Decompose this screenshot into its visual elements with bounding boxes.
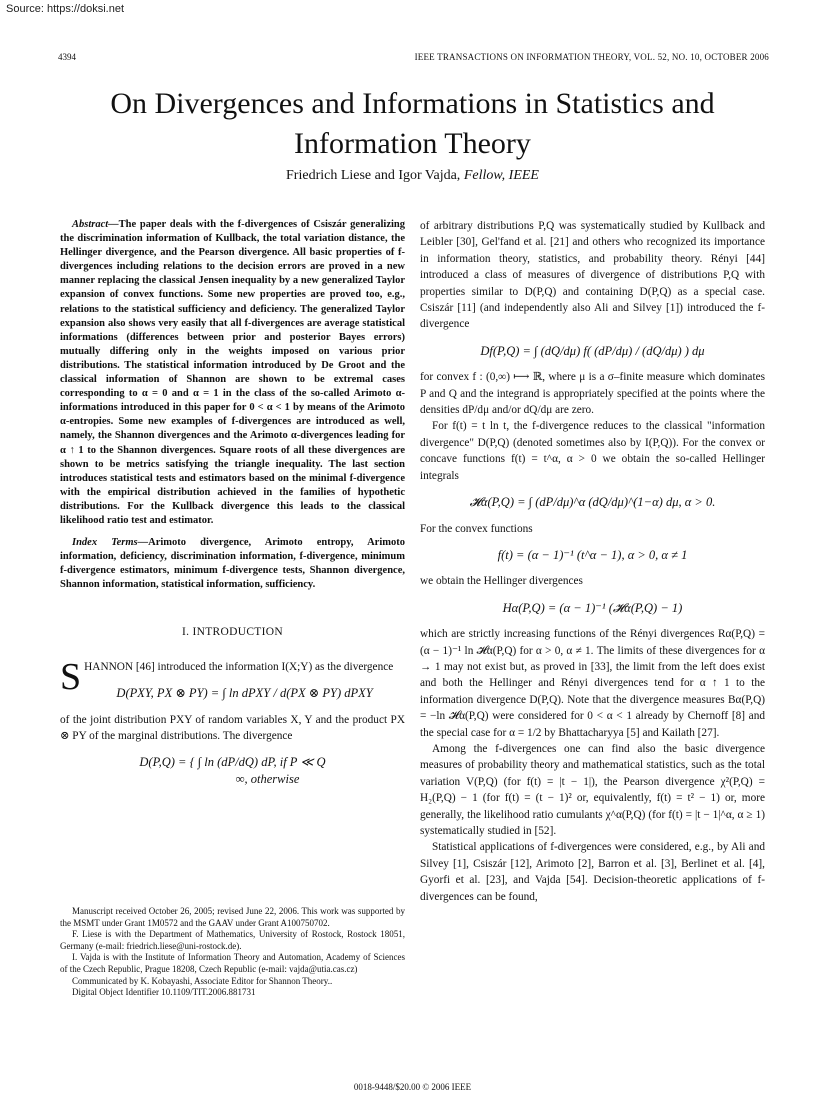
index-terms-text: Arimoto divergence, Arimoto entropy, Arimoto information, deficiency, discrimination information, f-divergence, minimum f-divergence estimators, minimum f-divergence tests, Shannon divergence, Shannon information, statistical information, sufficiency. [60,537,405,591]
equation-case-1: D(P,Q) = { ∫ ln (dP/dQ) dP, if P ≪ Q [139,755,326,770]
intro-paragraph-2: of the joint distribution PXY of random variables X, Y and the product PX ⊗ PY of the marginal distributions. The divergence [60,713,405,743]
right-paragraph-2: for convex f : (0,∞) ⟼ ℝ, where μ is a σ–finite measure which dominates P and Q and the integrand is appropriately specified at the points where the densities dP/dμ and/or dQ/dμ are zero. [420,371,765,417]
equation-divergence-cases [60,754,405,787]
author-names: Friedrich Liese and Igor Vajda, [286,168,461,183]
index-terms-label: Index Terms— [72,537,149,549]
right-paragraph-8: Statistical applications of f-divergences were considered, e.g., by Ali and Silvey [1], Csiszár [12], Arimoto [2], Barron et al. [3], Berlinet et al. [4], Gyorfi et al. [23], and Vajda [54]. Decision-theoretic applications of f-divergences can be found, [420,841,765,903]
right-column [420,218,765,905]
abstract [60,218,405,528]
footnote-manuscript: Manuscript received October 26, 2005; revised June 22, 2006. This work was supported by the MSMT under Grant 1M0572 and the GAAV under Grant A100750702. [60,906,405,928]
abstract-label: Abstract— [72,219,119,230]
equation-hellinger-integral: 𝓗α(P,Q) = ∫ (dP/dμ)^α (dQ/dμ)^(1−α) dμ, α > 0. [469,495,716,510]
footnote-liese: F. Liese is with the Department of Mathematics, University of Rostock, Rostock 18051, Germany (e-mail: friedrich.liese@uni-rostock.de). [60,929,405,951]
footnote-communicated: Communicated by K. Kobayashi, Associate Editor for Shannon Theory.. [72,975,333,986]
right-paragraph-4: For the convex functions [420,522,533,535]
right-paragraph-7: Among the f-divergences one can find also the basic divergence measures of probability theory and mathematical statistics, such as the total variation V(P,Q) (for f(t) = |t − 1|), the Pearson divergence χ²(P,Q) = H₂(P,Q) − 1 (for f(t) = (t − 1)² or, equivalently, f(t) = t² − 1) or, more generally, the likelihood ratio cumulants χ^α(P,Q) (for f(t) = |t − 1|^α, α ≥ 1) systematically studied in [52]. [420,742,765,837]
abstract-text: The paper deals with the f-divergences of Csiszár generalizing the discrimination information of Kullback, the total variation distance, the Hellinger divergence, and the Pearson divergence. All basic properties of f-divergences including relations to the decision errors are proved in a new manner replacing the classical Jensen inequality by a new generalized Taylor expansion of convex functions. Some new properties are proved too, e.g., relations to the statistical sufficiency and deficiency. The generalized Taylor expansion also shows very easily that all f-divergences are average statistical informations (differences between prior and posterior Bayes errors) mutually differing only in the weights imposed on various prior distributions. The statistical information introduced by De Groot and the classical information of Shannon are shown to be extremal cases corresponding to α = 0 and α = 1 in the class of the so-called Arimoto α-informations introduced in this paper for 0 < α < 1 by means of the Arimoto α-entropies. Some new examples of f-divergences are introduced as well, namely, the Shannon divergences and the Arimoto α-divergences leading for α ↑ 1 to the Shannon divergences. Square roots of all these divergences are shown to be metrics satisfying the triangle inequality. The last section introduces statistical tests and estimators based on the minimal f-divergence with the empirical distribution achieved in the families of hypothetic distributions. For the Kullback divergence this leads to the classical likelihood ratio test and estimator. [60,219,405,526]
equation-convex-function: f(t) = (α − 1)⁻¹ (t^α − 1), α > 0, α ≠ 1 [497,547,688,562]
copyright-footer: 0018-9448/$20.00 © 2006 IEEE [353,1082,472,1092]
section-heading: I. INTRODUCTION [182,626,283,639]
footnote-doi: Digital Object Identifier 10.1109/TIT.2006.881731 [72,987,256,998]
right-paragraph-6: which are strictly increasing functions of the Rényi divergences Rα(P,Q) = (α − 1)⁻¹ ln 𝓗α(P,Q) for α > 0, α ≠ 1. The limits of these divergences for α → 1 may not exist but, as proved in [33], the limit from the left does exist and both the Hellinger and Rényi divergences tend for α ↑ 1 to the information divergence D(P,Q). Note that the divergence measures Bα(P,Q) = −ln 𝓗α(P,Q) were considered for 0 < α < 1 already by Chernoff [8] and the special case for α = 1/2 by Bhattacharyya [5] and Kailath [27]. [420,628,765,739]
author-affiliation: Fellow, IEEE [463,168,539,183]
authors [40,168,785,184]
intro-text-1: HANNON [46] introduced the information I(X;Y) as the divergence [84,660,394,673]
left-column [60,218,405,797]
page-number: 4394 [58,52,76,62]
dropcap: S [60,655,82,698]
paper-title: On Divergences and Informations in Statistics and Information Theory [110,87,715,160]
journal-header: IEEE TRANSACTIONS ON INFORMATION THEORY, VOL. 52, NO. 10, OCTOBER 2006 [414,52,769,62]
equation-shannon-divergence: D(PXY, PX ⊗ PY) = ∫ ln dPXY / d(PX ⊗ PY) dPXY [116,686,373,701]
right-paragraph-5: we obtain the Hellinger divergences [420,575,583,588]
source-label: Source: https://doksi.net [6,3,125,15]
equation-case-2: ∞, otherwise [235,771,300,786]
right-paragraph-3: For f(t) = t ln t, the f-divergence reduces to the classical "information divergence" D(P,Q) (denoted sometimes also by I(P,Q)). For the convex or concave functions f(t) = t^α, α > 0 we obtain the so-called Hellinger integrals [420,420,765,482]
right-paragraph-1: of arbitrary distributions P,Q was systematically studied by Kullback and Leibler [30], Gel'fand et al. [21] and others who recognized its importance in information theory, statistics, and probability theory. Rényi [44] introduced a class of measures of divergence of distributions P,Q with properties similar to D(P,Q) and containing D(P,Q) as a special case. Csiszár [11] (and independently also Ali and Silvey [1]) introduced the f-divergence [420,220,765,331]
footnotes [60,906,405,999]
footnote-vajda: I. Vajda is with the Institute of Information Theory and Automation, Academy of Sciences of the Czech Republic, Prague 18208, Czech Republic (e-mail: vajda@utia.cas.cz) [60,952,405,974]
index-terms [60,536,405,592]
equation-f-divergence: Df(P,Q) = ∫ (dQ/dμ) f( (dP/dμ) / (dQ/dμ) ) dμ [480,343,705,358]
equation-hellinger-divergence: Hα(P,Q) = (α − 1)⁻¹ (𝓗α(P,Q) − 1) [502,600,683,615]
